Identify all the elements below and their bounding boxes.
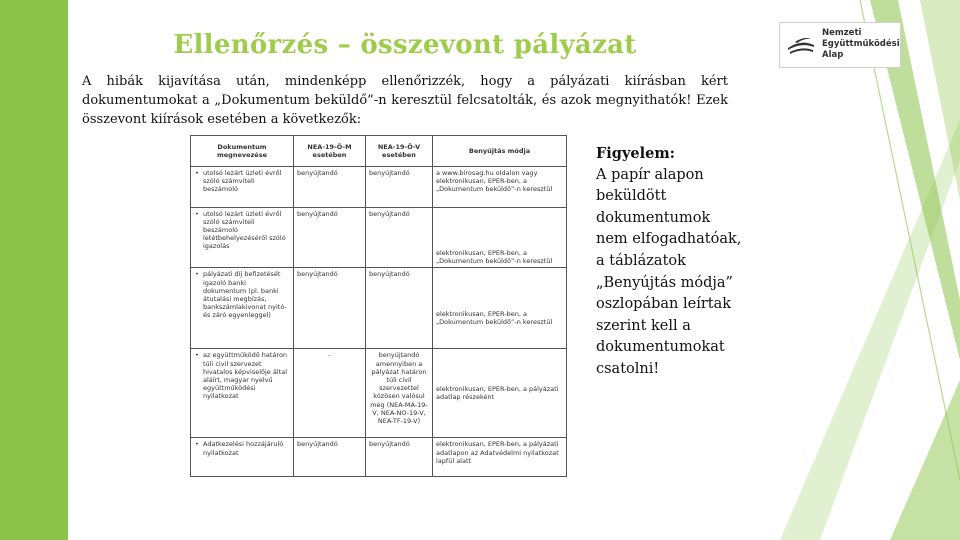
logo [779,22,901,68]
cell-document: • utolsó lezárt üzleti évről szóló számviteli beszámoló [191,167,294,208]
logo-line-2: Együttműködési [822,39,900,49]
table-row [191,268,567,349]
documents-table [190,135,567,477]
header-document-name: Dokumentum megnevezése [191,136,294,167]
table-header-row [191,136,567,167]
right-decorative-stripes [720,0,960,540]
cell-document: • utolsó lezárt üzleti évről szóló számviteli beszámoló letétbehelyezéséről szóló igazolás [191,207,294,268]
slide-title: Ellenőrzés – összevont pályázat [173,30,637,60]
cell-nea-v: benyújtandó amennyiben a pályázat határon túli civil szervezettel közösen valósul meg (NEA-MA-19-V, NEA-NO-19-V, NEA-TF-19-V) [366,349,433,438]
table-row [191,167,567,208]
logo-text [822,28,900,61]
cell-document: • az együttműködő határon túli civil szervezet hivatalos képviselője által aláírt, magyar nyelvű együttműködési nyilatkozat [191,349,294,438]
table-row [191,349,567,438]
cell-method: elektronikusan, EPER-ben, a „Dokumentum beküldő”-n keresztül [433,207,567,268]
header-nea-v: NEA-19-Ö-V esetében [366,136,433,167]
cell-method: elektronikusan, EPER-ben, a pályázati adatlapon az Adatvédelmi nyilatkozat lapfül alatt [433,438,567,477]
cell-method: elektronikusan, EPER-ben, a pályázati adatlap részeként [433,349,567,438]
notice-body: A papír alapon beküldött dokumentumok nem elfogadhatóak, a táblázatok „Benyújtás módja” oszlopában leírtak szerint kell a dokumentumokat csatolni! [596,166,742,377]
cell-nea-v: benyújtandó [366,438,433,477]
cell-nea-m: benyújtandó [294,207,366,268]
table-row [191,207,567,268]
cell-nea-m: benyújtandó [294,438,366,477]
cell-method: elektronikusan, EPER-ben, a „Dokumentum beküldő”-n keresztül [433,268,567,349]
intro-paragraph: A hibák kijavítása után, mindenképp ellenőrizzék, hogy a pályázati kiírásban kért dokumentumokat a „Dokumentum beküldő”-n keresztül felcsatolták, és azok megnyithatók! Ezek összevont kiírások esetében a következők: [82,74,728,127]
cell-document: • Adatkezelési hozzájáruló nyilatkozat [191,438,294,477]
notice-box [596,143,746,381]
header-nea-m: NEA-19-Ö-M esetében [294,136,366,167]
left-accent-bar [0,0,68,540]
cell-nea-v: benyújtandó [366,268,433,349]
cell-nea-m: - [294,349,366,438]
cell-nea-m: benyújtandó [294,268,366,349]
cell-nea-m: benyújtandó [294,167,366,208]
table-row [191,438,567,477]
header-submission-method: Benyújtás módja [433,136,567,167]
cell-nea-v: benyújtandó [366,167,433,208]
nea-logo-icon [786,33,816,59]
cell-method: a www.birosag.hu oldalon vagy elektronikusan, EPER-ben, a „Dokumentum beküldő”-n keresztül [433,167,567,208]
logo-line-1: Nemzeti [822,28,862,38]
logo-line-3: Alap [822,50,844,60]
notice-title: Figyelem: [596,145,676,162]
cell-nea-v: benyújtandó [366,207,433,268]
cell-document: • pályázati díj befizetését igazoló banki dokumentum (pl. banki átutalási megbízás, bankszámlakivonat nyitó- és záró egyenleggel) [191,268,294,349]
